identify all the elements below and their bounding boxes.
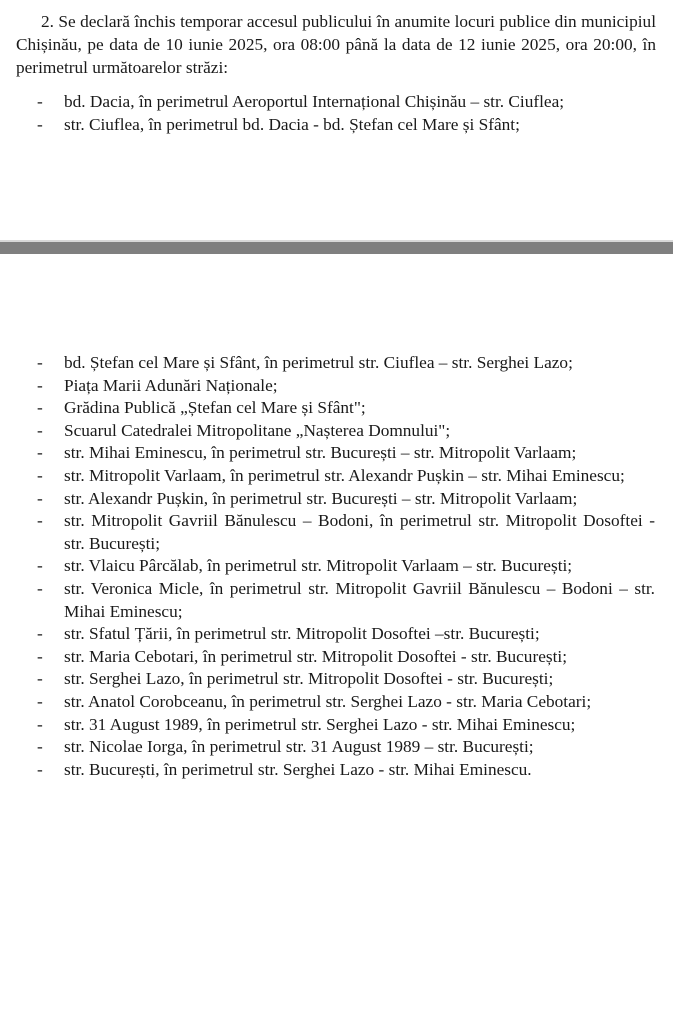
- list-item-text: str. Mitropolit Gavriil Bănulescu – Bodoni, în perimetrul str. Mitropolit Dosoftei - str. București;: [64, 511, 655, 553]
- bullet-dash: -: [37, 556, 43, 576]
- list-item: [0, 442, 673, 465]
- list-item-text: str. Sfatul Țării, în perimetrul str. Mitropolit Dosoftei –str. București;: [64, 624, 540, 644]
- bullet-dash: -: [37, 669, 43, 689]
- bullet-dash: -: [37, 443, 43, 463]
- street-list-top: [0, 91, 673, 136]
- list-item: [0, 555, 673, 578]
- list-item-text: str. Veronica Micle, în perimetrul str. Mitropolit Gavriil Bănulescu – Bodoni – str. Mihai Eminescu;: [64, 578, 655, 621]
- list-item-text: str. București, în perimetrul str. Serghei Lazo - str. Mihai Eminescu.: [64, 759, 532, 779]
- list-item: [0, 510, 673, 555]
- bullet-dash: -: [37, 691, 43, 711]
- list-item-text: str. Vlaicu Pârcălab, în perimetrul str. Mitropolit Varlaam – str. București;: [64, 556, 573, 576]
- page-divider: [0, 240, 673, 254]
- bullet-dash: -: [37, 511, 43, 531]
- list-item: [0, 668, 673, 691]
- list-item-text: str. Anatol Corobceanu, în perimetrul str. Serghei Lazo - str. Maria Cebotari;: [64, 691, 592, 711]
- intro-paragraph: 2. Se declară închis temporar accesul publicului în anumite locuri publice din municipiul Chișinău, pe data de 10 iunie 2025, ora 08:00 până la data de 12 iunie 2025, ora 20:00, în perimetrul următoarelor străzi:: [16, 12, 656, 77]
- list-item: [0, 352, 673, 375]
- list-item: [0, 714, 673, 737]
- bullet-dash: -: [37, 353, 43, 372]
- list-item-text: str. Nicolae Iorga, în perimetrul str. 31 August 1989 – str. București;: [64, 737, 534, 757]
- list-item-text: str. Maria Cebotari, în perimetrul str. Mitropolit Dosoftei - str. București;: [64, 646, 568, 666]
- list-item-text: str. Mitropolit Varlaam, în perimetrul str. Alexandr Pușkin – str. Mihai Eminescu;: [64, 465, 625, 485]
- list-item: [0, 488, 673, 511]
- list-item: [0, 114, 673, 137]
- list-item-text: str. Mihai Eminescu, în perimetrul str. București – str. Mitropolit Varlaam;: [64, 443, 577, 463]
- list-item: [0, 375, 673, 398]
- intro-section: [16, 10, 656, 79]
- list-item: [0, 646, 673, 669]
- list-item: [0, 578, 673, 623]
- list-item-text: bd. Dacia, în perimetrul Aeroportul Internațional Chișinău – str. Ciuflea;: [64, 92, 565, 111]
- bullet-dash: -: [37, 92, 43, 111]
- bullet-dash: -: [37, 714, 43, 734]
- list-item-text: str. Alexandr Pușkin, în perimetrul str. București – str. Mitropolit Varlaam;: [64, 488, 578, 508]
- bullet-dash: -: [37, 646, 43, 666]
- list-item: [0, 420, 673, 443]
- list-item: [0, 736, 673, 759]
- bullet-dash: -: [37, 624, 43, 644]
- list-item: [0, 465, 673, 488]
- list-item: [0, 91, 673, 114]
- bullet-dash: -: [37, 737, 43, 757]
- bullet-dash: -: [37, 398, 43, 418]
- bullet-dash: -: [37, 578, 43, 598]
- street-list-bottom: [0, 352, 673, 781]
- list-item: [0, 691, 673, 714]
- list-item-text: Grădina Publică „Ștefan cel Mare și Sfânt";: [64, 398, 366, 418]
- list-item-text: bd. Ștefan cel Mare și Sfânt, în perimetrul str. Ciuflea – str. Serghei Lazo;: [64, 353, 573, 372]
- bullet-dash: -: [37, 488, 43, 508]
- list-item: [0, 759, 673, 782]
- list-item-text: Piața Marii Adunări Naționale;: [64, 375, 278, 395]
- list-item: [0, 623, 673, 646]
- bullet-dash: -: [37, 375, 43, 395]
- bullet-dash: -: [37, 420, 43, 440]
- list-item-text: str. Serghei Lazo, în perimetrul str. Mitropolit Dosoftei - str. București;: [64, 669, 554, 689]
- list-item: [0, 397, 673, 420]
- bullet-dash: -: [37, 759, 43, 779]
- bullet-dash: -: [37, 465, 43, 485]
- list-item-text: str. 31 August 1989, în perimetrul str. Serghei Lazo - str. Mihai Eminescu;: [64, 714, 576, 734]
- list-item-text: str. Ciuflea, în perimetrul bd. Dacia - bd. Ștefan cel Mare și Sfânt;: [64, 114, 520, 134]
- list-item-text: Scuarul Catedralei Mitropolitane „Nașterea Domnului";: [64, 420, 451, 440]
- bullet-dash: -: [37, 114, 43, 134]
